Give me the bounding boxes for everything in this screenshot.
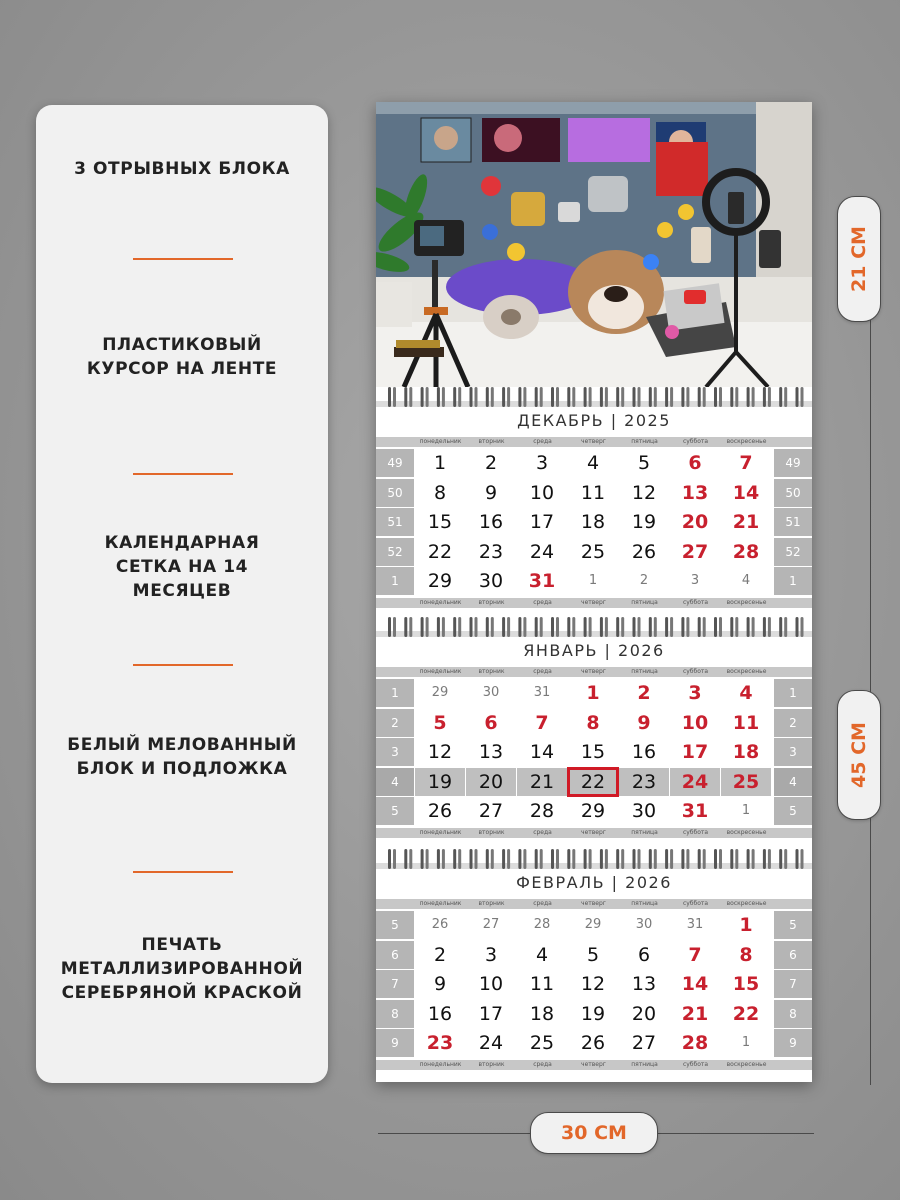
feature-plastic-cursor: ПЛАСТИКОВЫЙ КУРСОР НА ЛЕНТЕ [86,335,278,379]
day-cell: 1 [568,679,618,707]
week-row [376,768,812,797]
week-number: 8 [774,1000,812,1028]
weekday-label: четверг [581,900,606,907]
day-cell: 16 [619,738,669,766]
wall-calendar [376,102,812,1082]
month-block [376,617,812,836]
day-cell: 15 [568,738,618,766]
week-number: 5 [774,911,812,939]
day-cell: 5 [415,709,465,737]
week-row [376,508,812,537]
feature-separator [133,258,233,260]
weekday-label: пятница [631,828,658,836]
feature-separator [133,871,233,873]
week-number: 7 [376,970,414,998]
weekday-label: четверг [581,598,606,606]
week-number: 50 [774,479,812,507]
weekday-label: суббота [682,828,709,836]
week-number: 49 [376,449,414,477]
day-cell: 25 [568,538,618,566]
week-number: 52 [376,538,414,566]
day-cell: 26 [415,911,465,939]
day-cell: 4 [517,941,567,969]
month-title: ЯНВАРЬ | 2026 [523,641,665,660]
day-cell: 28 [721,538,771,566]
weekday-label: понедельник [419,900,462,907]
day-cell: 27 [670,538,720,566]
weekday-header [376,598,812,608]
dimension-badge-45cm: 45 СМ [837,690,881,820]
weekday-label: воскресенье [726,668,767,675]
weekday-label: среда [533,1060,552,1068]
day-cell: 16 [466,508,516,536]
day-cell: 31 [670,911,720,939]
week-row [376,797,812,826]
day-cell: 10 [670,709,720,737]
week-number: 2 [774,709,812,737]
weekday-label: понедельник [419,828,462,836]
week-number: 51 [774,508,812,536]
weekday-label: вторник [478,668,505,675]
day-cell: 17 [670,738,720,766]
day-cell: 24 [670,768,720,796]
day-cell: 9 [415,970,465,998]
week-number: 4 [376,768,414,796]
week-row [376,479,812,508]
day-cell: 6 [670,449,720,477]
week-row [376,449,812,478]
weekday-label: вторник [478,438,505,445]
day-cell: 1 [721,1029,771,1057]
day-cell: 12 [619,479,669,507]
weekday-header [376,828,812,838]
day-cell: 30 [466,679,516,707]
week-number: 1 [376,679,414,707]
day-cell: 1 [721,911,771,939]
day-cell: 7 [670,941,720,969]
day-cell: 25 [721,768,771,796]
weekday-label: воскресенье [726,598,767,606]
day-cell: 16 [415,1000,465,1028]
feature-calendar-grid: КАЛЕНДАРНАЯ СЕТКА НА 14 МЕСЯЦЕВ [104,533,260,601]
day-cell: 23 [466,538,516,566]
day-cell: 6 [619,941,669,969]
day-cell: 2 [619,679,669,707]
week-number: 5 [376,797,414,825]
day-cell: 31 [517,679,567,707]
week-number: 2 [376,709,414,737]
weekday-label: понедельник [419,668,462,675]
day-cell: 14 [670,970,720,998]
week-number: 51 [376,508,414,536]
day-cell: 14 [721,479,771,507]
weekday-label: среда [533,668,552,675]
weekday-label: четверг [581,1060,606,1068]
day-cell: 9 [619,709,669,737]
weekday-label: среда [533,828,552,836]
day-cell: 28 [517,911,567,939]
day-cell: 7 [517,709,567,737]
week-number: 49 [774,449,812,477]
day-cell: 2 [466,449,516,477]
current-day-marker: 22 [568,768,618,796]
week-number: 1 [376,567,414,595]
month-block [376,387,812,606]
day-cell: 24 [466,1029,516,1057]
weekday-label: воскресенье [726,900,767,907]
day-cell: 11 [517,970,567,998]
day-cell: 25 [517,1029,567,1057]
day-cell: 11 [721,709,771,737]
day-cell: 15 [721,970,771,998]
day-cell: 5 [619,449,669,477]
weekday-label: воскресенье [726,1060,767,1068]
day-cell: 18 [721,738,771,766]
day-cell: 20 [619,1000,669,1028]
day-cell: 14 [517,738,567,766]
day-cell: 24 [517,538,567,566]
week-number: 1 [774,567,812,595]
height-dimension-line [870,205,871,1085]
weekday-label: пятница [631,438,658,445]
day-cell: 30 [619,797,669,825]
day-cell: 18 [568,508,618,536]
day-cell: 29 [415,567,465,595]
day-cell: 30 [619,911,669,939]
week-number: 3 [774,738,812,766]
weekday-label: понедельник [419,438,462,445]
week-row [376,709,812,738]
weekday-header [376,667,812,677]
day-cell: 21 [721,508,771,536]
day-cell: 2 [415,941,465,969]
day-cell: 8 [415,479,465,507]
day-cell: 3 [670,679,720,707]
day-cell: 3 [670,567,720,595]
dimension-badge-30cm: 30 СМ [530,1112,658,1154]
day-cell: 3 [466,941,516,969]
day-cell: 1 [568,567,618,595]
week-number: 52 [774,538,812,566]
day-cell: 21 [517,768,567,796]
day-cell: 10 [517,479,567,507]
day-cell: 17 [466,1000,516,1028]
week-row [376,970,812,999]
week-row [376,1029,812,1058]
week-number: 6 [774,941,812,969]
day-cell: 19 [619,508,669,536]
weekday-label: суббота [682,668,709,675]
week-number: 9 [774,1029,812,1057]
weekday-label: четверг [581,438,606,445]
day-cell: 13 [670,479,720,507]
weekday-label: суббота [682,1060,709,1068]
day-cell: 26 [415,797,465,825]
week-number: 6 [376,941,414,969]
weekday-label: понедельник [419,1060,462,1068]
day-cell: 26 [568,1029,618,1057]
day-cell: 4 [568,449,618,477]
week-number: 3 [376,738,414,766]
weekday-label: вторник [478,598,505,606]
day-cell: 19 [415,768,465,796]
weekday-label: понедельник [419,598,462,606]
weekday-header [376,1060,812,1070]
day-cell: 28 [670,1029,720,1057]
weekday-label: воскресенье [726,438,767,445]
month-block [376,849,812,1068]
day-cell: 20 [670,508,720,536]
day-cell: 27 [466,797,516,825]
day-cell: 26 [619,538,669,566]
dimension-badge-21cm: 21 СМ [837,196,881,322]
feature-white-block: БЕЛЫЙ МЕЛОВАННЫЙ БЛОК И ПОДЛОЖКА [67,735,297,779]
day-cell: 20 [466,768,516,796]
feature-metallic-print: ПЕЧАТЬ МЕТАЛЛИЗИРОВАННОЙ СЕРЕБРЯНОЙ КРАСКОЙ [60,935,304,1003]
day-cell: 8 [568,709,618,737]
day-cell: 12 [568,970,618,998]
day-cell: 28 [517,797,567,825]
month-title: ДЕКАБРЬ | 2025 [517,411,671,430]
day-cell: 27 [466,911,516,939]
feature-separator [133,664,233,666]
month-title: ФЕВРАЛЬ | 2026 [516,873,672,892]
day-cell: 10 [466,970,516,998]
week-row [376,1000,812,1029]
week-number: 50 [376,479,414,507]
day-cell: 11 [568,479,618,507]
week-row [376,679,812,708]
day-cell: 3 [517,449,567,477]
weekday-label: вторник [478,828,505,836]
day-cell: 23 [619,768,669,796]
day-cell: 2 [619,567,669,595]
week-number: 1 [774,679,812,707]
week-row [376,567,812,596]
day-cell: 22 [721,1000,771,1028]
week-number: 7 [774,970,812,998]
day-cell: 31 [670,797,720,825]
day-cell: 30 [466,567,516,595]
week-number: 4 [774,768,812,796]
weekday-label: воскресенье [726,828,767,836]
header-photo-illustration [376,102,812,387]
weekday-label: суббота [682,438,709,445]
day-cell: 5 [568,941,618,969]
week-number: 8 [376,1000,414,1028]
weekday-label: четверг [581,668,606,675]
day-cell: 22 [415,538,465,566]
day-cell: 21 [670,1000,720,1028]
weekday-label: среда [533,438,552,445]
weekday-label: пятница [631,668,658,675]
week-row [376,538,812,567]
day-cell: 31 [517,567,567,595]
day-cell: 1 [721,797,771,825]
week-row [376,941,812,970]
day-cell: 15 [415,508,465,536]
day-cell: 7 [721,449,771,477]
weekday-label: суббота [682,598,709,606]
day-cell: 1 [415,449,465,477]
day-cell: 8 [721,941,771,969]
day-cell: 27 [619,1029,669,1057]
week-row [376,911,812,940]
week-number: 5 [376,911,414,939]
week-row [376,738,812,767]
weekday-label: вторник [478,1060,505,1068]
weekday-label: пятница [631,598,658,606]
feature-tear-off-blocks: 3 ОТРЫВНЫХ БЛОКА [74,159,290,179]
day-cell: 13 [619,970,669,998]
weekday-label: среда [533,900,552,907]
day-cell: 12 [415,738,465,766]
day-cell: 29 [415,679,465,707]
weekday-label: четверг [581,828,606,836]
day-cell: 6 [466,709,516,737]
weekday-label: вторник [478,900,505,907]
weekday-label: пятница [631,900,658,907]
day-cell: 4 [721,567,771,595]
day-cell: 19 [568,1000,618,1028]
day-cell: 29 [568,911,618,939]
features-panel [36,105,328,1083]
day-cell: 17 [517,508,567,536]
week-number: 9 [376,1029,414,1057]
weekday-header [376,437,812,447]
day-cell: 18 [517,1000,567,1028]
day-cell: 29 [568,797,618,825]
week-number: 5 [774,797,812,825]
header-photo [376,102,812,387]
weekday-label: суббота [682,900,709,907]
day-cell: 9 [466,479,516,507]
day-cell: 4 [721,679,771,707]
weekday-header [376,899,812,909]
feature-separator [133,473,233,475]
weekday-label: пятница [631,1060,658,1068]
day-cell: 23 [415,1029,465,1057]
day-cell: 13 [466,738,516,766]
weekday-label: среда [533,598,552,606]
